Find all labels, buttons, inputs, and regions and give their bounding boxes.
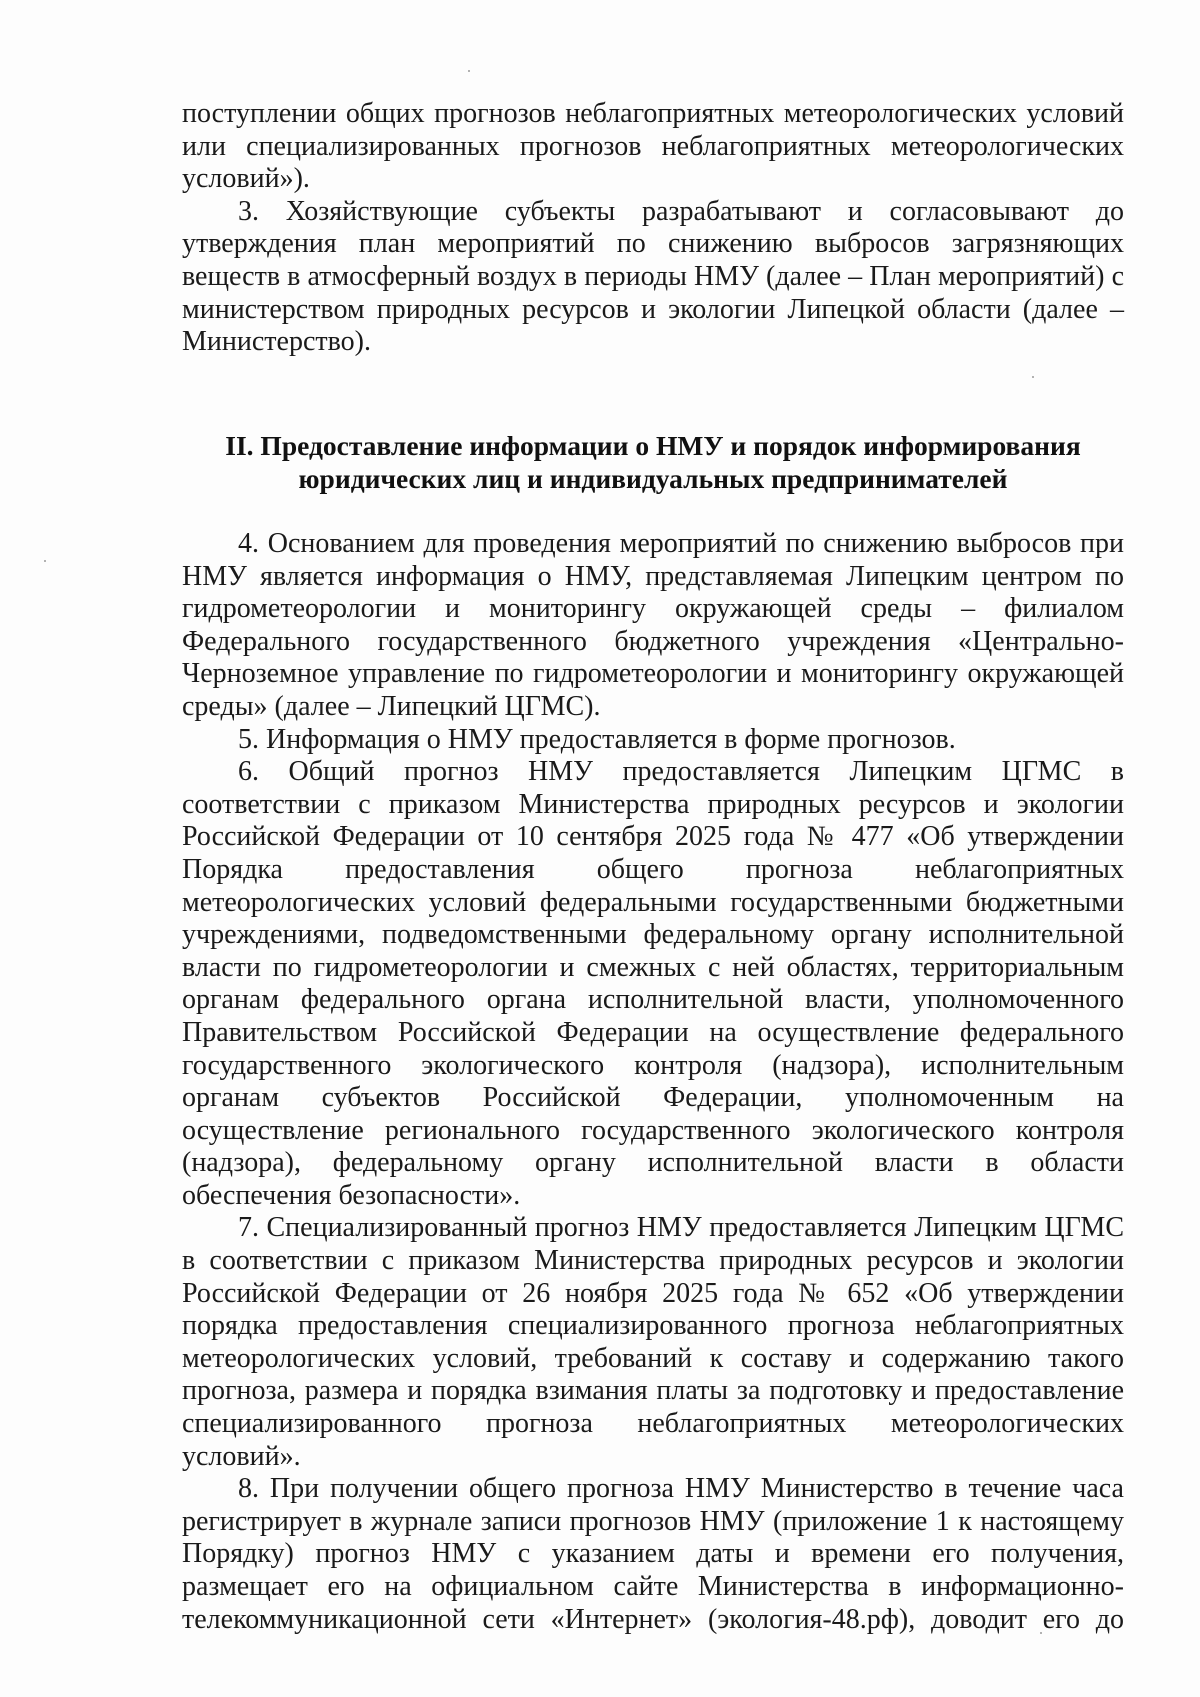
section-heading-line2: юридических лиц и индивидуальных предпринимателей xyxy=(298,462,1008,494)
item-3-paragraph: 3. Хозяйствующие субъекты разрабатывают и согласовывают до утверждения план мероприятий по снижению выбросов загрязняющих веществ в атмосферный воздух в периоды НМУ (далее – План мероприятий) с министерством природных ресурсов и экологии Липецкой области (далее – Министерство). xyxy=(182,195,1124,358)
scan-speck xyxy=(468,70,470,72)
item-7-paragraph: 7. Специализированный прогноз НМУ предоставляется Липецким ЦГМС в соответствии с приказом Министерства природных ресурсов и экологии Российской Федерации от 26 ноября 2025 года № 652 «Об утверждении порядка предоставления специализированного прогноза неблагоприятных метеорологических условий, требований к составу и содержанию такого прогноза, размера и порядка взимания платы за подготовку и предоставление специализированного прогноза неблагоприятных метеорологических условий». xyxy=(182,1212,1124,1472)
item-4-paragraph: 4. Основанием для проведения мероприятий по снижению выбросов при НМУ является информация о НМУ, представляемая Липецким центром по гидрометеорологии и мониторингу окружающей среды – филиалом Федерального государственного бюджетного учреждения «Центрально-Черноземное управление по гидрометеорологии и мониторингу окружающей среды» (далее – Липецкий ЦГМС). xyxy=(182,528,1124,722)
item-6-paragraph: 6. Общий прогноз НМУ предоставляется Липецким ЦГМС в соответствии с приказом Министерства природных ресурсов и экологии Российской Федерации от 10 сентября 2025 года № 477 «Об утверждении Порядка предоставления общего прогноза неблагоприятных метеорологических условий федеральными государственными бюджетными учреждениями, подведомственными федеральному органу исполнительной власти по гидрометеорологии и смежных с ней областях, территориальным органам федерального органа исполнительной власти, уполномоченного Правительством Российской Федерации на осуществление федерального государственного экологического контроля (надзора), исполнительным органам субъектов Российской Федерации, уполномоченным на осуществление регионального государственного экологического контроля (надзора), федеральному органу исполнительной власти в области обеспечения безопасности». xyxy=(182,756,1124,1211)
section-heading-line1: II. Предоставление информации о НМУ и порядок информирования xyxy=(225,430,1081,461)
main-text-block xyxy=(182,528,1124,1636)
item-5-paragraph: 5. Информация о НМУ предоставляется в форме прогнозов. xyxy=(238,723,956,755)
item-8-paragraph: 8. При получении общего прогноза НМУ Министерство в течение часа регистрирует в журнале записи прогнозов НМУ (приложение 1 к настоящему Порядку) прогноз НМУ с указанием даты и времени его получения, размещает его на официальном сайте Министерства в информационно-телекоммуникационной сети «Интернет» (экология-48.рф), доводит его до xyxy=(182,1473,1124,1635)
top-text-block xyxy=(182,98,1124,359)
scan-speck xyxy=(44,560,46,562)
section-heading xyxy=(182,430,1124,495)
scan-speck xyxy=(1032,376,1034,378)
intro-paragraph: поступлении общих прогнозов неблагоприятных метеорологических условий или специализированных прогнозов неблагоприятных метеорологических условий»). xyxy=(182,98,1124,195)
